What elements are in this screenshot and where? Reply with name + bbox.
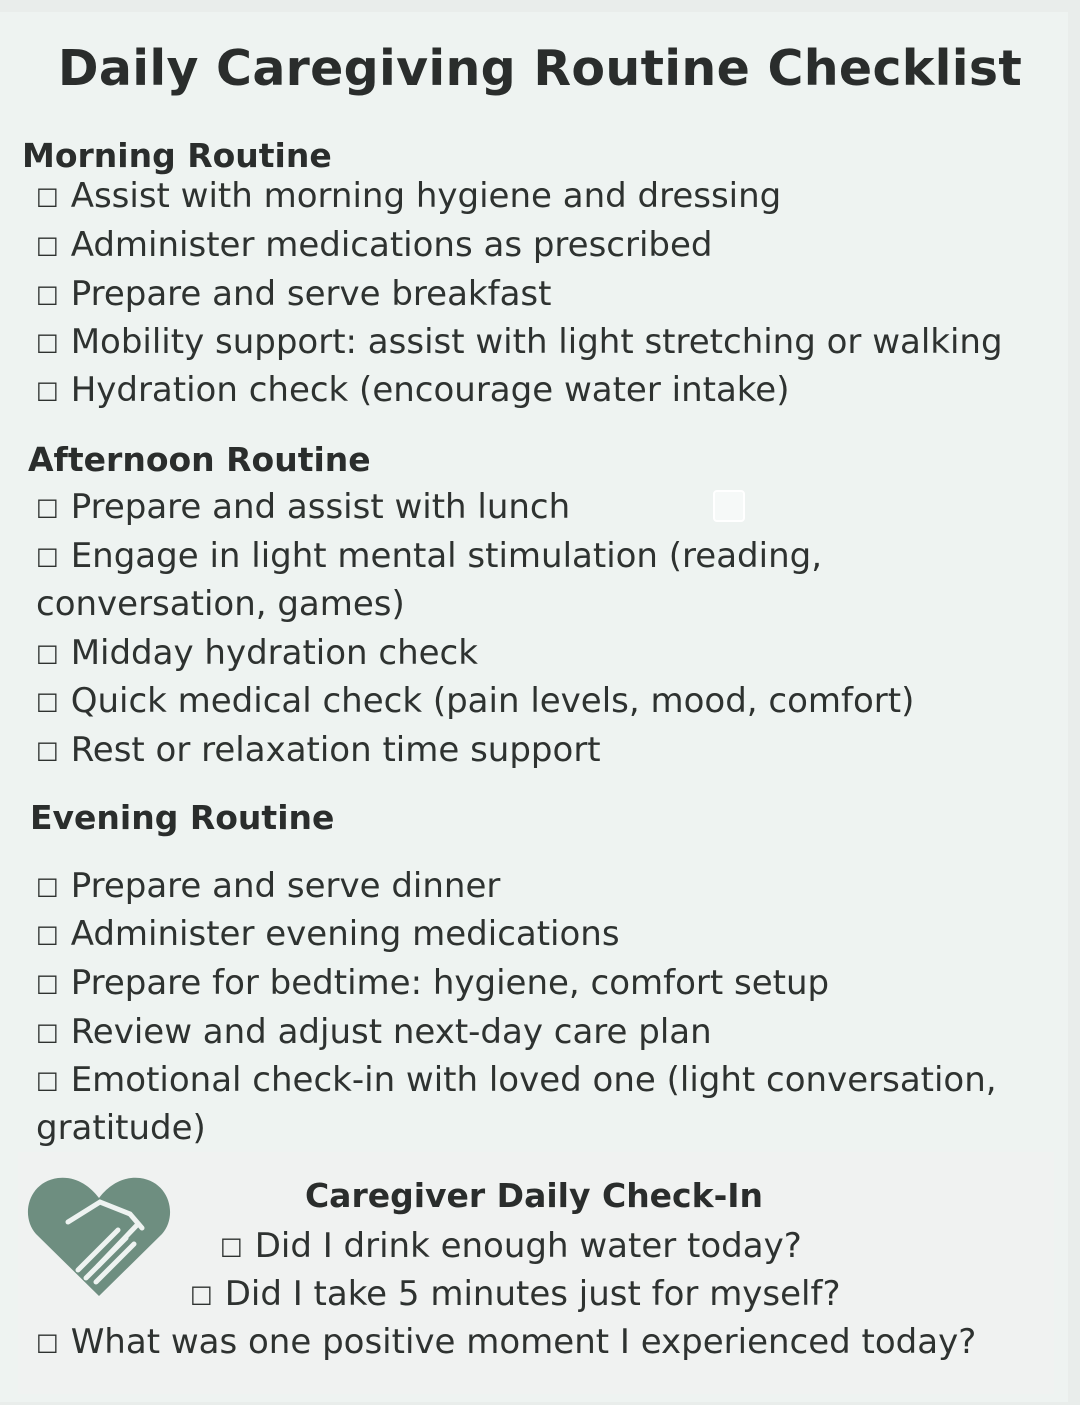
morning-item[interactable]: □ Administer medications as prescribed bbox=[36, 221, 713, 269]
checkbox-icon[interactable]: □ bbox=[36, 328, 59, 356]
morning-item[interactable]: □ Mobility support: assist with light stretching or walking bbox=[36, 318, 1003, 366]
evening-item[interactable]: □ Administer evening medications bbox=[36, 910, 620, 958]
afternoon-item[interactable]: □ Prepare and assist with lunch bbox=[36, 483, 570, 531]
checkbox-icon[interactable]: □ bbox=[190, 1280, 213, 1308]
page-title: Daily Caregiving Routine Checklist bbox=[57, 40, 1023, 97]
blank-checkbox-icon bbox=[713, 490, 745, 522]
morning-item[interactable]: □ Hydration check (encourage water intake) bbox=[36, 366, 789, 414]
afternoon-item-continued: conversation, games) bbox=[36, 584, 405, 624]
checkin-item[interactable]: □ Did I take 5 minutes just for myself? bbox=[190, 1270, 841, 1318]
evening-item[interactable]: □ Review and adjust next-day care plan bbox=[36, 1008, 712, 1056]
afternoon-item[interactable]: □ Engage in light mental stimulation (reading, bbox=[36, 532, 822, 580]
evening-item[interactable]: □ Prepare for bedtime: hygiene, comfort setup bbox=[36, 959, 829, 1007]
morning-item[interactable]: □ Assist with morning hygiene and dressing bbox=[36, 172, 781, 220]
checkbox-icon[interactable]: □ bbox=[36, 920, 59, 948]
checkbox-icon[interactable]: □ bbox=[36, 1328, 59, 1356]
evening-item-continued: gratitude) bbox=[36, 1108, 206, 1148]
checkbox-icon[interactable]: □ bbox=[220, 1232, 243, 1260]
checkbox-icon[interactable]: □ bbox=[36, 280, 59, 308]
afternoon-heading: Afternoon Routine bbox=[28, 440, 371, 479]
morning-heading: Morning Routine bbox=[22, 136, 332, 175]
checkbox-icon[interactable]: □ bbox=[36, 736, 59, 764]
afternoon-item[interactable]: □ Rest or relaxation time support bbox=[36, 726, 601, 774]
checkbox-icon[interactable]: □ bbox=[36, 1066, 59, 1094]
checkbox-icon[interactable]: □ bbox=[36, 231, 59, 259]
checkbox-icon[interactable]: □ bbox=[36, 376, 59, 404]
checkbox-icon[interactable]: □ bbox=[36, 872, 59, 900]
morning-item[interactable]: □ Prepare and serve breakfast bbox=[36, 270, 551, 318]
checkbox-icon[interactable]: □ bbox=[36, 542, 59, 570]
checkbox-icon[interactable]: □ bbox=[36, 639, 59, 667]
afternoon-item[interactable]: □ Midday hydration check bbox=[36, 629, 478, 677]
evening-item[interactable]: □ Emotional check-in with loved one (light conversation, bbox=[36, 1056, 997, 1104]
afternoon-item[interactable]: □ Quick medical check (pain levels, mood, comfort) bbox=[36, 677, 914, 725]
checkin-item[interactable]: □ Did I drink enough water today? bbox=[220, 1222, 802, 1270]
checkbox-icon[interactable]: □ bbox=[36, 493, 59, 521]
checkbox-icon[interactable]: □ bbox=[36, 182, 59, 210]
checkbox-icon[interactable]: □ bbox=[36, 969, 59, 997]
checkin-title: Caregiver Daily Check-In bbox=[304, 1176, 764, 1215]
checkbox-icon[interactable]: □ bbox=[36, 1018, 59, 1046]
checkin-item[interactable]: □ What was one positive moment I experienced today? bbox=[36, 1318, 976, 1366]
evening-heading: Evening Routine bbox=[30, 798, 335, 837]
checkbox-icon[interactable]: □ bbox=[36, 687, 59, 715]
evening-item[interactable]: □ Prepare and serve dinner bbox=[36, 862, 500, 910]
